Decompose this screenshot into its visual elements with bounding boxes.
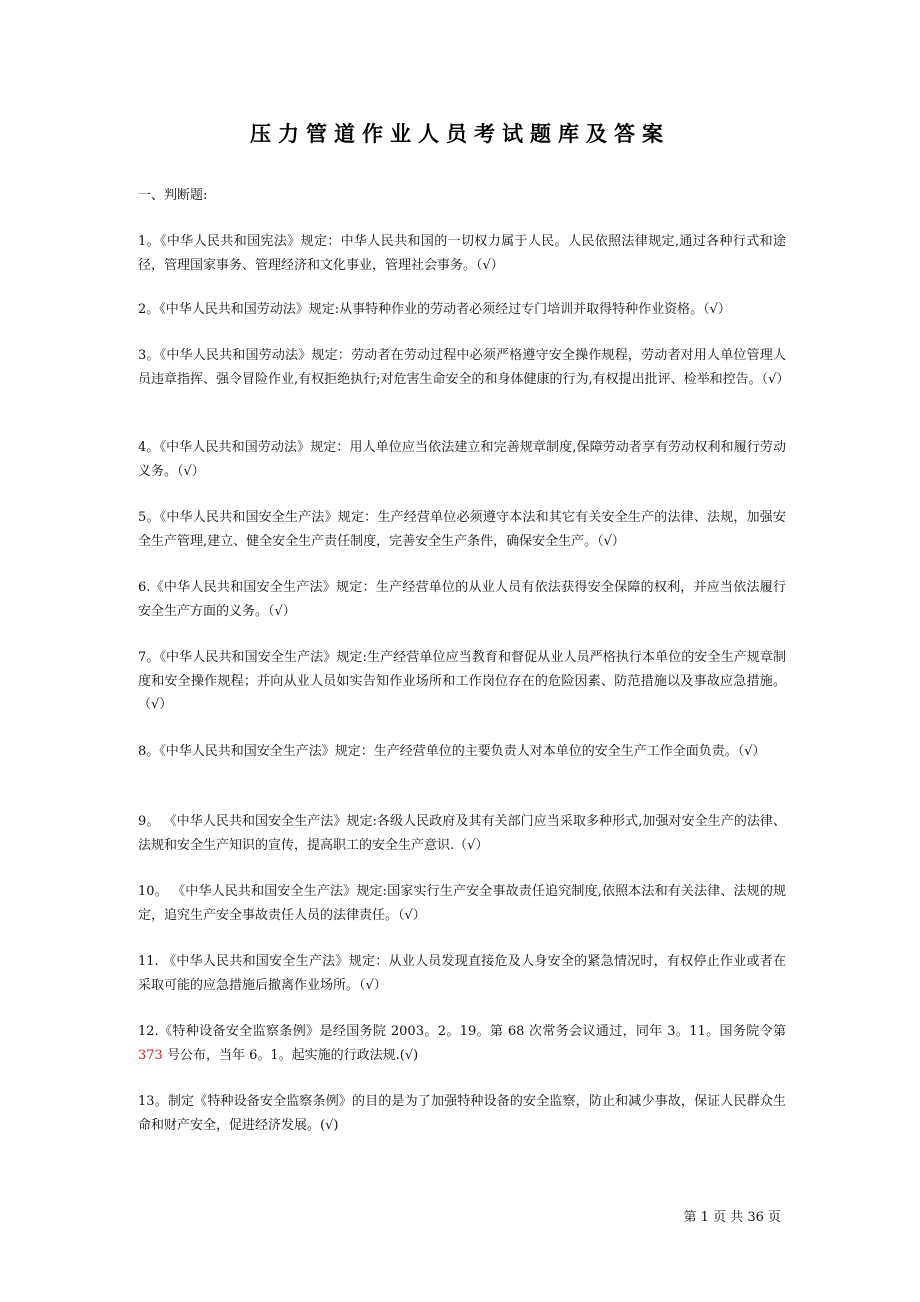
question-8: 8。《中华人民共和国安全生产法》规定：生产经营单位的主要负责人对本单位的安全生产工作全面负责。（√） [138,744,766,759]
question-12 [138,1020,786,1067]
question-13: 13。制定《特种设备安全监察条例》的目的是为了加强特种设备的安全监察，防止和减少事故，保证人民群众生命和财产安全，促进经济发展。(√) [138,1094,786,1133]
question-12-text-b: 号公布，当年 6。1。起实施的行政法规.(√) [162,1047,419,1063]
question-2: 2。《中华人民共和国劳动法》规定:从事特种作业的劳动者必须经过专门培训并取得特种作业资格。（√） [138,302,731,317]
question-12-text-a: 12.《特种设备安全监察条例》是经国务院 2003。2。19。第 68 次常务会议通过，同年 3。11。国务院令第 [138,1024,786,1039]
question-11: 11. 《中华人民共和国安全生产法》规定：从业人员发现直接危及人身安全的紧急情况时，有权停止作业或者在采取可能的应急措施后撤离作业场所。（√） [138,954,786,993]
question-10: 10。 《中华人民共和国安全生产法》规定:国家实行生产安全事故责任追究制度,依照本法和有关法律、法规的规定，追究生产安全事故责任人员的法律责任。（√） [138,884,786,923]
page-footer: 第 1 页 共 36 页 [683,1210,781,1225]
question-1: 1。《中华人民共和国宪法》规定：中华人民共和国的一切权力属于人民。人民依照法律规定,通过各种行式和途径，管理国家事务、管理经济和文化事业，管理社会事务。（√） [138,234,786,273]
question-9: 9。 《中华人民共和国安全生产法》规定:各级人民政府及其有关部门应当采取多种形式,加强对安全生产的法律、法规和安全生产知识的宣传，提高职工的安全生产意识.（√） [138,814,786,853]
section-heading: 一、判断题: [138,188,208,203]
question-7: 7。《中华人民共和国安全生产法》规定:生产经营单位应当教育和督促从业人员严格执行本单位的安全生产规章制度和安全操作规程；并向从业人员如实告知作业场所和工作岗位存在的危险因素、防范措施以及事故应急措施。（√） [138,650,786,712]
question-12-order-number: 373 [138,1047,163,1063]
question-6: 6.《中华人民共和国安全生产法》规定：生产经营单位的从业人员有依法获得安全保障的权利，并应当依法履行安全生产方面的义务。（√） [138,580,786,619]
document-title: 压力管道作业人员考试题库及答案 [250,122,670,146]
question-5: 5。《中华人民共和国安全生产法》规定：生产经营单位必须遵守本法和其它有关安全生产的法律、法规，加强安全生产管理,建立、健全安全生产责任制度，完善安全生产条件，确保安全生产。（√） [138,510,786,549]
question-3: 3。《中华人民共和国劳动法》规定：劳动者在劳动过程中必须严格遵守安全操作规程，劳动者对用人单位管理人员违章指挥、强令冒险作业,有权拒绝执行;对危害生命安全的和身体健康的行为,有权提出批评、检举和控告。（√） [138,348,790,387]
question-4: 4。《中华人民共和国劳动法》规定：用人单位应当依法建立和完善规章制度,保障劳动者享有劳动权利和履行劳动义务。（√） [138,440,786,479]
